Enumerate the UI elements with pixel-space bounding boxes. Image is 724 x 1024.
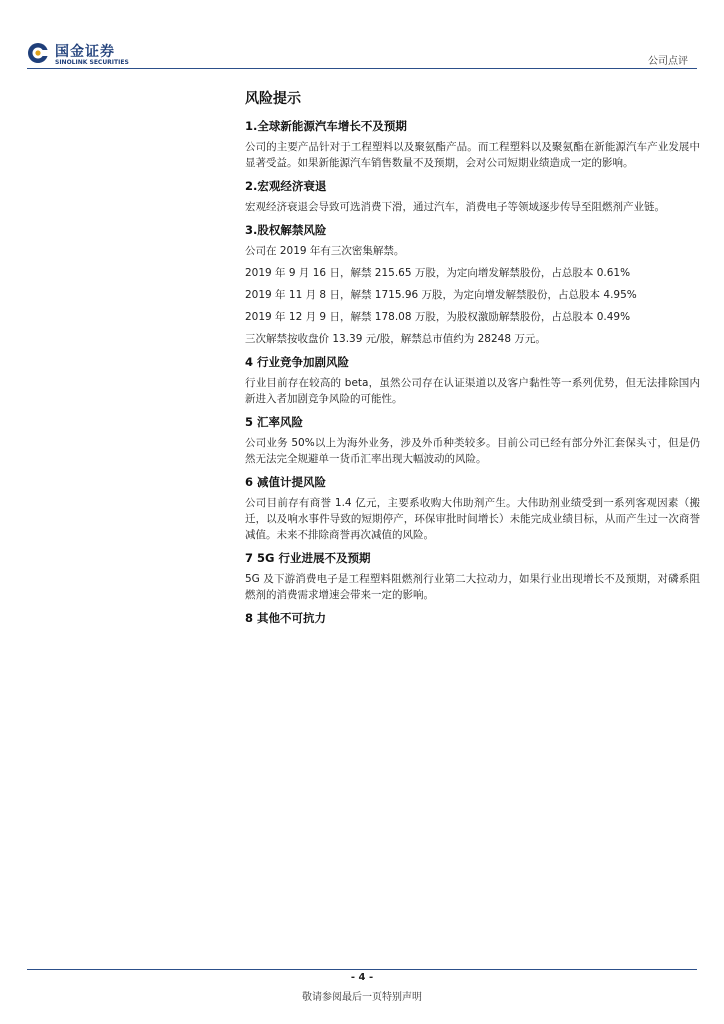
risk-paragraph: 三次解禁按收盘价 13.39 元/股，解禁总市值约为 28248 万元。 bbox=[245, 333, 546, 345]
risk-paragraph: 公司目前存有商誉 1.4 亿元，主要系收购大伟助剂产生。大伟助剂业绩受到一系列客观因素（搬迁，以及响水事件导致的短期停产，环保审批时间增长）未能完成业绩目标，从而产生过一次商誉减值。未来不排除商誉再次减值的风险。 bbox=[245, 497, 700, 541]
risk-paragraph: 5G 及下游消费电子是工程塑料阻燃剂行业第二大拉动力，如果行业出现增长不及预期，对磷系阻燃剂的消费需求增速会带来一定的影响。 bbox=[245, 573, 700, 601]
logo-english-name: SINOLINK SECURITIES bbox=[55, 59, 129, 66]
risk-body bbox=[245, 199, 700, 215]
risk-paragraph: 公司在 2019 年有三次密集解禁。 bbox=[245, 245, 405, 257]
footer-disclaimer: 敬请参阅最后一页特别声明 bbox=[302, 992, 422, 1003]
risk-paragraph: 2019 年 12 月 9 日，解禁 178.08 万股，为股权激励解禁股份，占总股本 0.49% bbox=[245, 311, 631, 323]
risk-title: 2.宏观经济衰退 bbox=[245, 179, 327, 193]
risk-body bbox=[245, 139, 700, 171]
sinolink-logo-icon bbox=[27, 42, 49, 64]
risk-paragraph: 宏观经济衰退会导致可选消费下滑，通过汽车，消费电子等领域逐步传导至阻燃剂产业链。 bbox=[245, 201, 665, 213]
risk-body bbox=[245, 435, 700, 467]
page-number: - 4 - bbox=[350, 972, 374, 983]
risk-title: 6 减值计提风险 bbox=[245, 475, 327, 489]
risk-section bbox=[245, 550, 700, 603]
risk-title: 1.全球新能源汽车增长不及预期 bbox=[245, 119, 407, 133]
section-title: 风险提示 bbox=[245, 91, 301, 107]
risk-section bbox=[245, 474, 700, 543]
risk-section bbox=[245, 354, 700, 407]
risk-list bbox=[245, 118, 700, 626]
risk-section bbox=[245, 178, 700, 215]
page-header bbox=[0, 0, 724, 70]
risk-title: 4 行业竞争加剧风险 bbox=[245, 355, 350, 369]
risk-title: 7 5G 行业进展不及预期 bbox=[245, 551, 371, 565]
company-logo bbox=[27, 40, 137, 70]
risk-section bbox=[245, 414, 700, 467]
risk-body bbox=[245, 375, 700, 407]
footer-divider bbox=[27, 969, 697, 970]
risk-paragraph: 2019 年 9 月 16 日，解禁 215.65 万股，为定向增发解禁股份，占总股本 0.61% bbox=[245, 267, 631, 279]
header-divider bbox=[27, 68, 697, 69]
risk-paragraph: 公司的主要产品针对于工程塑料以及聚氨酯产品。而工程塑料以及聚氨酯在新能源汽车产业发展中显著受益。如果新能源汽车销售数量不及预期，会对公司短期业绩造成一定的影响。 bbox=[245, 141, 700, 169]
risk-title: 5 汇率风险 bbox=[245, 415, 304, 429]
main-content bbox=[245, 88, 700, 631]
risk-paragraph: 公司业务 50%以上为海外业务，涉及外币种类较多。目前公司已经有部分外汇套保头寸，但是仍然无法完全规避单一货币汇率出现大幅波动的风险。 bbox=[245, 437, 700, 465]
risk-body bbox=[245, 243, 700, 347]
risk-section bbox=[245, 222, 700, 347]
logo-chinese-name: 国金证券 bbox=[55, 44, 115, 60]
risk-section bbox=[245, 118, 700, 171]
risk-body bbox=[245, 495, 700, 543]
risk-title: 3.股权解禁风险 bbox=[245, 223, 327, 237]
risk-paragraph: 2019 年 11 月 8 日，解禁 1715.96 万股，为定向增发解禁股份，占总股本 4.95% bbox=[245, 289, 637, 301]
risk-paragraph: 行业目前存在较高的 beta，虽然公司存在认证渠道以及客户黏性等一系列优势，但无法排除国内新进入者加剧竞争风险的可能性。 bbox=[245, 377, 700, 405]
risk-section bbox=[245, 610, 700, 626]
risk-body bbox=[245, 571, 700, 603]
risk-title: 8 其他不可抗力 bbox=[245, 611, 327, 625]
report-type-label: 公司点评 bbox=[648, 56, 688, 67]
